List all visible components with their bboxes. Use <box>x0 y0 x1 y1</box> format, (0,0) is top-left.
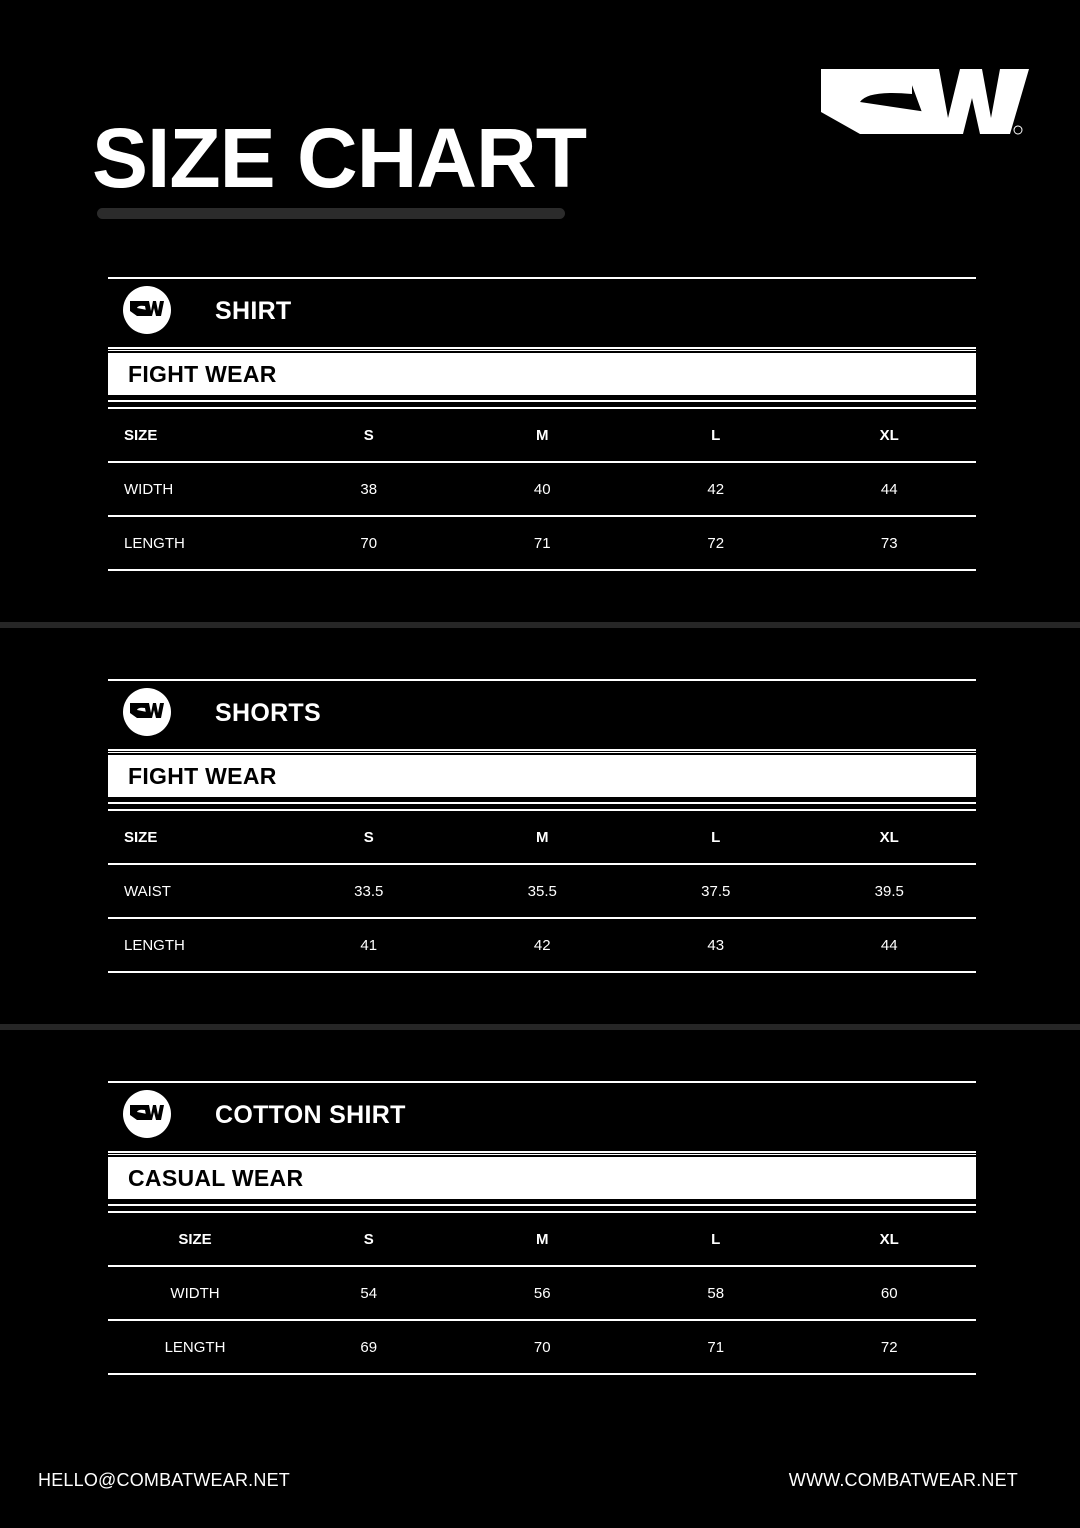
header-cell: XL <box>803 811 977 864</box>
header-cell: S <box>282 811 456 864</box>
section-title: SHIRT <box>215 297 292 325</box>
table-cell: 73 <box>803 516 977 570</box>
section-title: SHORTS <box>215 699 321 727</box>
section-title: COTTON SHIRT <box>215 1101 406 1129</box>
section-header <box>108 277 976 347</box>
table-cell: 35.5 <box>456 864 630 918</box>
header-cell: S <box>282 409 456 462</box>
footer-website-link[interactable]: WWW.COMBATWEAR.NET <box>788 1470 1018 1490</box>
header-cell: M <box>456 1213 630 1266</box>
table-row <box>108 1320 976 1374</box>
table-cell: 70 <box>282 516 456 570</box>
page-title: SIZE CHART <box>92 111 586 205</box>
header-cell: XL <box>803 1213 977 1266</box>
section-divider <box>0 622 1080 628</box>
section-divider <box>0 1024 1080 1030</box>
table-cell: 54 <box>282 1266 456 1320</box>
header-cell: L <box>629 1213 803 1266</box>
table-row <box>108 516 976 570</box>
size-section-cotton-shirt <box>108 1081 976 1375</box>
title-underline <box>97 208 565 219</box>
table-cell: 58 <box>629 1266 803 1320</box>
divider <box>108 749 976 753</box>
table-header-row <box>108 409 976 462</box>
table-cell: 71 <box>456 516 630 570</box>
table-cell: 71 <box>629 1320 803 1374</box>
table-cell: 72 <box>803 1320 977 1374</box>
row-label: WIDTH <box>108 1266 282 1320</box>
table-cell: 41 <box>282 918 456 972</box>
divider <box>108 400 976 409</box>
brand-badge-icon <box>123 688 171 736</box>
table-row <box>108 918 976 972</box>
header-cell: L <box>629 811 803 864</box>
divider <box>108 1151 976 1155</box>
table-cell: 69 <box>282 1320 456 1374</box>
table-cell: 42 <box>629 462 803 516</box>
table-cell: 37.5 <box>629 864 803 918</box>
row-label: LENGTH <box>108 1320 282 1374</box>
header-cell: SIZE <box>108 409 282 462</box>
table-row <box>108 462 976 516</box>
header-cell: XL <box>803 409 977 462</box>
header-cell: L <box>629 409 803 462</box>
table-cell: 40 <box>456 462 630 516</box>
row-label: LENGTH <box>108 516 282 570</box>
row-label: WIDTH <box>108 462 282 516</box>
size-table <box>108 409 976 571</box>
header-cell: SIZE <box>108 811 282 864</box>
table-cell: 60 <box>803 1266 977 1320</box>
table-cell: 56 <box>456 1266 630 1320</box>
table-header-row <box>108 811 976 864</box>
header-cell: S <box>282 1213 456 1266</box>
category-band: CASUAL WEAR <box>108 1157 976 1199</box>
header-cell: M <box>456 811 630 864</box>
size-table <box>108 1213 976 1375</box>
table-row <box>108 864 976 918</box>
size-section-shorts <box>108 679 976 973</box>
table-row <box>108 1266 976 1320</box>
brand-logo <box>820 68 1032 140</box>
table-cell: 72 <box>629 516 803 570</box>
table-cell: 70 <box>456 1320 630 1374</box>
divider <box>108 1204 976 1213</box>
category-band: FIGHT WEAR <box>108 353 976 395</box>
table-cell: 44 <box>803 462 977 516</box>
footer-email-link[interactable]: HELLO@COMBATWEAR.NET <box>38 1470 290 1490</box>
header-cell: M <box>456 409 630 462</box>
brand-badge-icon <box>123 286 171 334</box>
divider <box>108 347 976 351</box>
table-header-row <box>108 1213 976 1266</box>
table-cell: 44 <box>803 918 977 972</box>
brand-badge-icon <box>123 1090 171 1138</box>
category-band: FIGHT WEAR <box>108 755 976 797</box>
table-cell: 33.5 <box>282 864 456 918</box>
table-cell: 39.5 <box>803 864 977 918</box>
table-cell: 38 <box>282 462 456 516</box>
section-header <box>108 679 976 749</box>
size-section-shirt <box>108 277 976 571</box>
size-table <box>108 811 976 973</box>
table-cell: 43 <box>629 918 803 972</box>
table-cell: 42 <box>456 918 630 972</box>
section-header <box>108 1081 976 1151</box>
divider <box>108 802 976 811</box>
header-cell: SIZE <box>108 1213 282 1266</box>
row-label: WAIST <box>108 864 282 918</box>
row-label: LENGTH <box>108 918 282 972</box>
